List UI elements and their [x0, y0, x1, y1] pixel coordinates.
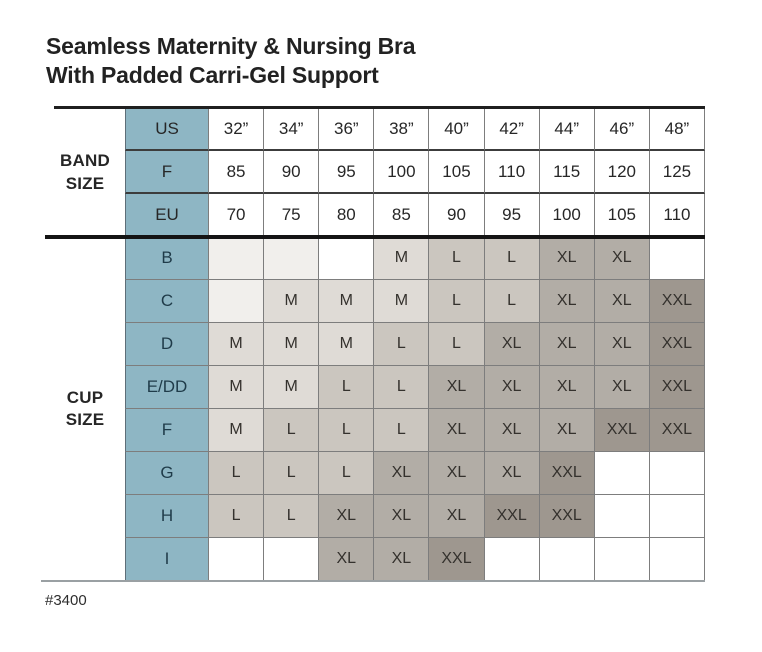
band-value-cell: 44”: [540, 108, 595, 151]
band-value-cell: 85: [209, 151, 264, 194]
band-value-cell: 80: [319, 194, 374, 237]
size-cell: XXL: [485, 495, 540, 538]
table-bottom-border: [41, 580, 705, 582]
size-cell: L: [374, 366, 429, 409]
size-cell: [595, 538, 650, 581]
size-cell: XXL: [429, 538, 484, 581]
size-cell: XL: [540, 280, 595, 323]
band-value-cell: 110: [485, 151, 540, 194]
size-chart-table: [45, 108, 705, 581]
size-cell: M: [319, 323, 374, 366]
band-value-cell: 100: [374, 151, 429, 194]
band-cup-divider: [45, 235, 705, 239]
size-cell: XL: [595, 323, 650, 366]
band-value-cell: 46”: [595, 108, 650, 151]
band-value-cell: 36”: [319, 108, 374, 151]
band-value-cell: 70: [209, 194, 264, 237]
size-cell: L: [429, 237, 484, 280]
title-line-2: With Padded Carri-Gel Support: [46, 62, 379, 88]
size-cell: L: [319, 452, 374, 495]
size-cell: XL: [540, 409, 595, 452]
size-cell: [485, 538, 540, 581]
size-cell: XL: [485, 323, 540, 366]
size-cell: XL: [485, 366, 540, 409]
size-cell: XXL: [650, 280, 705, 323]
band-value-cell: 110: [650, 194, 705, 237]
band-value-cell: 105: [429, 151, 484, 194]
size-cell: L: [209, 495, 264, 538]
size-cell: L: [485, 237, 540, 280]
size-cell: M: [319, 280, 374, 323]
size-cell: XXL: [650, 366, 705, 409]
size-cell: [650, 538, 705, 581]
size-cell: L: [319, 409, 374, 452]
cup-row-key: B: [125, 237, 209, 280]
table-top-border: [54, 106, 705, 109]
cup-size-label: CUP SIZE: [65, 387, 105, 429]
size-cell: M: [209, 409, 264, 452]
size-cell: XL: [429, 452, 484, 495]
size-cell: M: [264, 280, 319, 323]
size-cell: XL: [540, 237, 595, 280]
size-cell: [595, 495, 650, 538]
band-value-cell: 32”: [209, 108, 264, 151]
size-cell: L: [319, 366, 374, 409]
cup-row-key: E/DD: [125, 366, 209, 409]
cup-row-key: D: [125, 323, 209, 366]
size-cell: [650, 452, 705, 495]
size-cell: [209, 237, 264, 280]
size-cell: XL: [429, 409, 484, 452]
size-cell: XL: [319, 495, 374, 538]
cup-row-key: H: [125, 495, 209, 538]
size-cell: L: [264, 409, 319, 452]
size-cell: L: [209, 452, 264, 495]
size-cell: XL: [595, 366, 650, 409]
cup-row-key: G: [125, 452, 209, 495]
band-value-cell: 48”: [650, 108, 705, 151]
band-value-cell: 95: [485, 194, 540, 237]
size-cell: [209, 280, 264, 323]
size-cell: XL: [485, 409, 540, 452]
size-cell: [209, 538, 264, 581]
size-cell: XL: [429, 366, 484, 409]
band-row-key: F: [125, 151, 209, 194]
page-title: [46, 32, 415, 90]
size-cell: XL: [540, 323, 595, 366]
size-cell: L: [429, 280, 484, 323]
size-cell: XXL: [650, 409, 705, 452]
size-cell: XL: [374, 452, 429, 495]
band-value-cell: 38”: [374, 108, 429, 151]
size-cell: M: [374, 280, 429, 323]
size-cell: XL: [319, 538, 374, 581]
size-cell: L: [374, 323, 429, 366]
size-cell: [264, 237, 319, 280]
size-cell: [540, 538, 595, 581]
size-cell: XL: [540, 366, 595, 409]
band-value-cell: 75: [264, 194, 319, 237]
band-value-cell: 42”: [485, 108, 540, 151]
size-cell: M: [209, 366, 264, 409]
size-cell: L: [485, 280, 540, 323]
size-cell: XL: [485, 452, 540, 495]
band-value-cell: 125: [650, 151, 705, 194]
size-cell: XL: [429, 495, 484, 538]
band-value-cell: 40”: [429, 108, 484, 151]
size-cell: L: [374, 409, 429, 452]
size-cell: XL: [595, 280, 650, 323]
size-cell: XL: [595, 237, 650, 280]
title-line-1: Seamless Maternity & Nursing Bra: [46, 33, 416, 59]
band-value-cell: 90: [264, 151, 319, 194]
size-cell: [650, 495, 705, 538]
size-cell: M: [264, 323, 319, 366]
band-value-cell: 90: [429, 194, 484, 237]
band-row-key: US: [125, 108, 209, 151]
size-cell: XL: [374, 495, 429, 538]
cup-row-key: F: [125, 409, 209, 452]
size-cell: M: [374, 237, 429, 280]
size-cell: [264, 538, 319, 581]
band-value-cell: 85: [374, 194, 429, 237]
size-cell: M: [209, 323, 264, 366]
band-value-cell: 100: [540, 194, 595, 237]
band-value-cell: 34”: [264, 108, 319, 151]
size-cell: M: [264, 366, 319, 409]
size-cell: [650, 237, 705, 280]
cup-row-key: I: [125, 538, 209, 581]
size-cell: [595, 452, 650, 495]
size-cell: XXL: [540, 452, 595, 495]
size-cell: XXL: [540, 495, 595, 538]
size-cell: XXL: [650, 323, 705, 366]
size-cell: L: [264, 495, 319, 538]
size-cell: XXL: [595, 409, 650, 452]
band-size-label: BAND SIZE: [60, 151, 110, 193]
band-value-cell: 120: [595, 151, 650, 194]
product-code: #3400: [45, 592, 87, 609]
size-cell: XL: [374, 538, 429, 581]
size-cell: L: [264, 452, 319, 495]
band-row-key: EU: [125, 194, 209, 237]
band-value-cell: 115: [540, 151, 595, 194]
size-cell: [319, 237, 374, 280]
band-value-cell: 95: [319, 151, 374, 194]
cup-row-key: C: [125, 280, 209, 323]
band-value-cell: 105: [595, 194, 650, 237]
size-cell: L: [429, 323, 484, 366]
